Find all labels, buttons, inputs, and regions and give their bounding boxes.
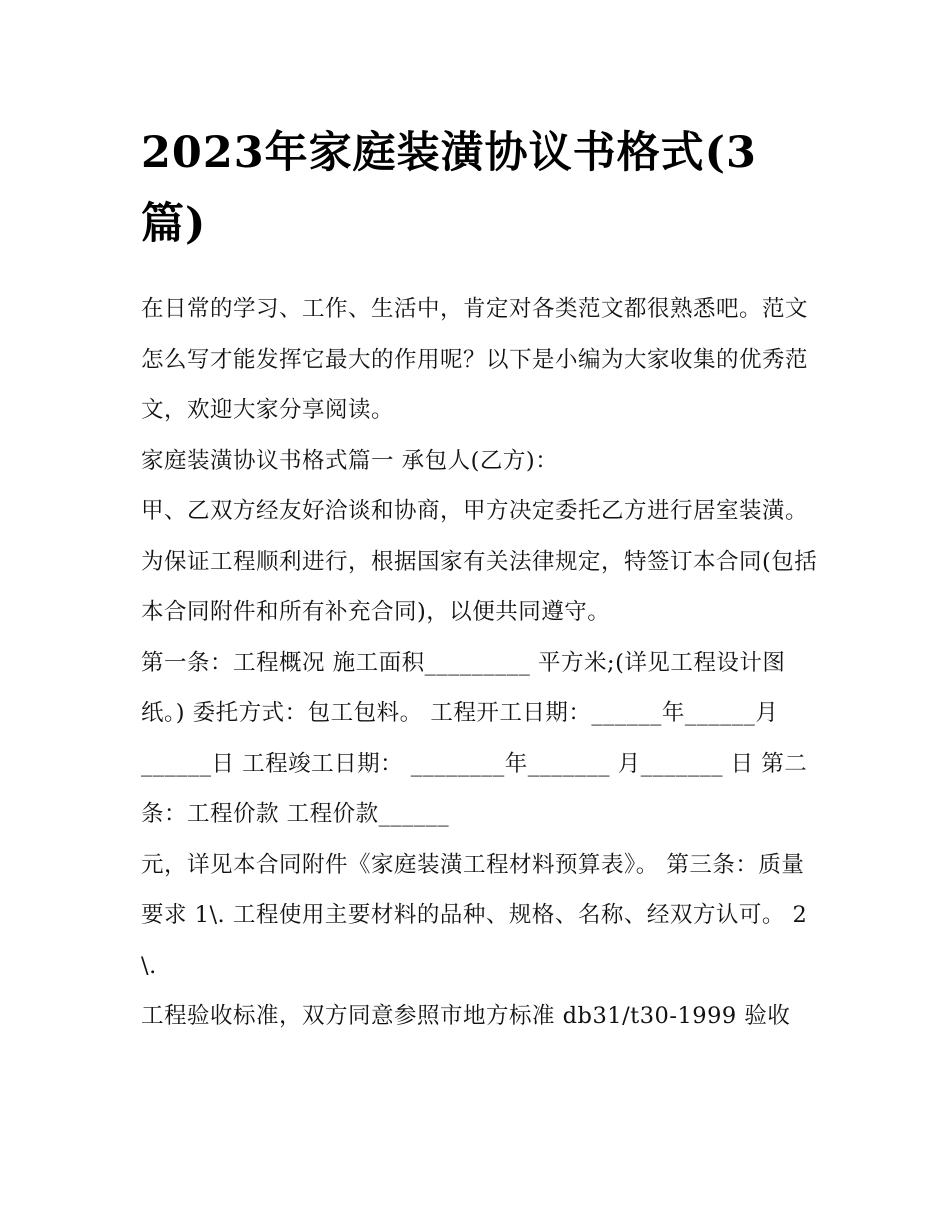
completion-date-paragraph: ______日 工程竣工日期： ________年_______ 月_______ 日 第二条：工程价款 工程价款______ [141,750,808,827]
article-three-paragraph: 元，详见本合同附件《家庭装潢工程材料预算表》。 第三条：质量要求 1\. 工程使用主要材料的品种、规格、名称、经双方认可。 2\. [141,851,808,979]
intro-paragraph: 在日常的学习、工作、生活中，肯定对各类范文都很熟悉吧。范文怎么写才能发挥它最大的作用呢？以下是小编为大家收集的优秀范文，欢迎大家分享阅读。 [141,296,809,423]
document-title: 2023年家庭装潢协议书格式(3篇) [141,128,757,249]
article-one-paragraph: 第一条：工程概况 施工面积_________ 平方米;(详见工程设计图纸。) 委托方式：包工包料。 工程开工日期：______年______月 [141,649,786,726]
section-heading-paragraph: 家庭装潢协议书格式篇一 承包人(乙方)： [141,447,559,474]
acceptance-standard-paragraph: 工程验收标准，双方同意参照市地方标准 db31/t30-1999 验收 [141,1003,791,1029]
document-body [141,284,821,1042]
document-page [141,118,821,1042]
agreement-paragraph: 甲、乙双方经友好洽谈和协商，甲方决定委托乙方进行居室装潢。为保证工程顺利进行，根据国家有关法律规定，特签订本合同(包括本合同附件和所有补充合同)，以便共同遵守。 [141,498,818,625]
